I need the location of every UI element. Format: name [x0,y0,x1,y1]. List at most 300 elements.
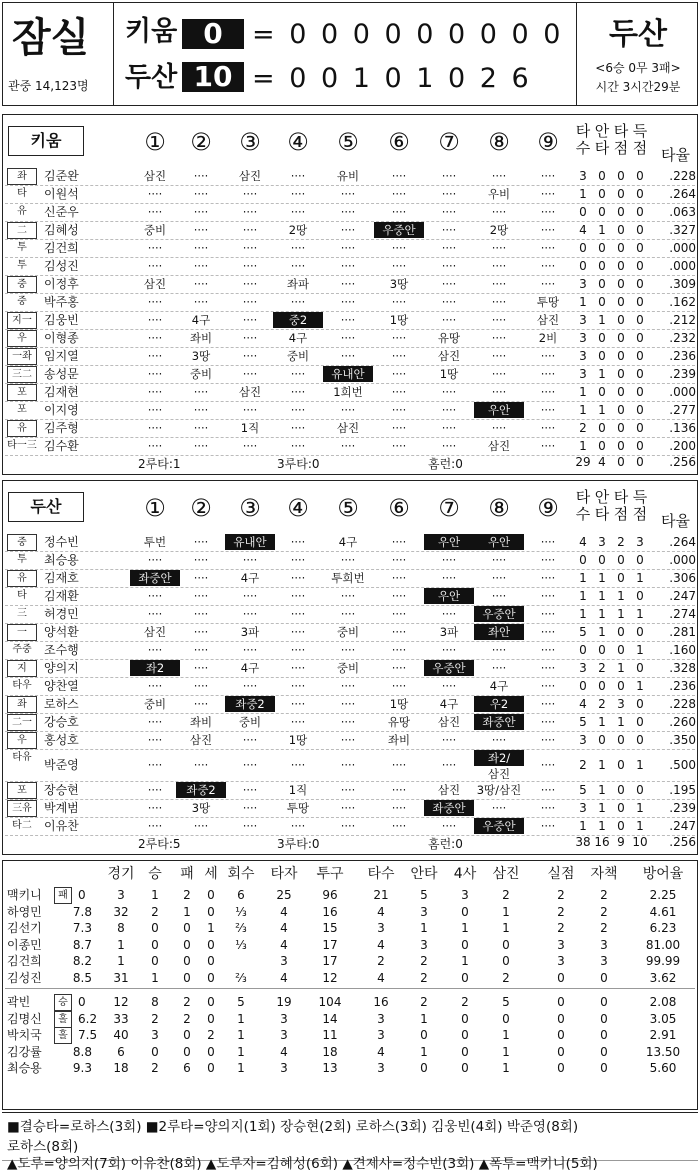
home-at-bat-result: ···· [193,625,209,639]
home-pitcher-stat: 19 [276,995,292,1009]
away-at-bat-result: ···· [340,331,356,345]
home-batter-name: 최승용 [44,553,79,567]
pitching-header-11: 실점 [547,866,575,882]
away-batter-stat: 0 [617,223,625,237]
home-stat-header-top: 득 [632,488,648,506]
home-at-bat-result: ···· [391,571,407,585]
home-pitcher-stat: 0 [183,1028,191,1042]
away-batter-stat: 3 [579,367,587,381]
home-pitcher-stat: 5.60 [649,1061,677,1075]
home-pitcher-name: 박치국 [7,1028,42,1042]
away-inning-4-header: ④ [287,128,309,156]
away-batter-avg: .200 [669,439,696,453]
home-at-bat-result: 4구 [240,571,260,585]
away-at-bat-result: ···· [242,313,258,327]
away-at-bat-result: ···· [340,349,356,363]
home-pitcher-stat: 2 [461,995,469,1009]
home-at-bat-result: ···· [441,819,457,833]
home-inning-4-header: ④ [287,494,309,522]
home-batter-stat: 0 [636,661,644,675]
home-pitcher-stat: 8 [151,995,159,1009]
home-pitcher-stat: 3 [280,1061,288,1075]
home-batter-avg: .260 [669,715,696,729]
away-at-bat-result: ···· [193,241,209,255]
home-batter-name: 장승현 [44,783,79,797]
away-batter-name: 김혜성 [44,223,79,237]
away-at-bat-result: ···· [441,169,457,183]
home-batter-avg: .500 [669,758,696,772]
home-pitcher-decision: 홀 [54,1011,72,1028]
home-batter-stat: 1 [636,819,644,833]
away-pitcher-stat: 0 [557,970,565,985]
home-pitcher-name: 최승용 [7,1061,42,1075]
home-pitcher-stat: 6 [117,1044,125,1059]
home-pitcher-stat: 1 [420,1044,428,1059]
away-stat-header-top: 타 [575,122,591,140]
away-at-bat-result: ···· [193,259,209,273]
away-pitcher-stat: 17 [322,937,338,952]
home-at-bat-result: ···· [193,758,209,772]
home-batter-stat: 1 [636,607,644,621]
home-at-bat-result: ···· [491,801,507,815]
away-inning-7-header: ⑦ [438,128,460,156]
away-at-bat-result: ···· [242,277,258,291]
away-batter-avg: .309 [669,277,696,291]
home-total-stat: 38 [575,835,591,849]
stadium-name: 잠실 [12,15,90,61]
home-at-bat-result: ···· [540,625,556,639]
away-batter-stat: 0 [579,205,587,219]
away-pitcher-stat: 1 [117,937,125,952]
away-batter-name: 송성문 [44,367,79,381]
away-batter-stat: 1 [579,385,587,399]
away-pitcher-stat: 3 [420,937,428,952]
home-batter-name: 박계범 [44,801,79,815]
away-at-bat-result: ···· [441,385,457,399]
home-batter-avg: .160 [669,643,696,657]
away-batter-avg: .327 [669,223,696,237]
away-pitcher-stat: 1 [461,954,469,968]
away-at-bat-result: ···· [441,295,457,309]
home-batter-stat: 1 [636,758,644,772]
away-pitcher-stat: 3 [600,954,608,968]
home-at-bat-result: ···· [290,607,306,621]
home-pitcher-stat: 2 [151,1011,159,1026]
header-divider-right [576,2,577,106]
home-batter-position: 좌 [7,696,37,713]
away-stat-header-bottom: 점 [632,139,648,157]
home-batter-position: 三 [17,608,27,619]
home-pitcher-stat: 1 [420,1011,428,1026]
away-pitcher-stat: 3 [420,904,428,919]
away-at-bat-result: ···· [147,313,163,327]
home-pitcher-name: 곽빈 [7,995,31,1009]
home-stat-header-top: 타 [575,488,591,506]
away-stat-header-top: 득 [632,122,648,140]
home-batter-stat: 1 [617,607,625,621]
away-at-bat-result: 좌파 [286,277,310,291]
home-at-bat-result: 3파 [240,625,260,639]
away-at-bat-result: ···· [147,367,163,381]
home-batter-stat: 1 [598,589,606,603]
away-pitcher-stat: 3.62 [649,970,677,985]
away-at-bat-result: ···· [242,187,258,201]
home-inning-3-header: ③ [239,494,261,522]
away-pitcher-stat: 0 [183,970,191,985]
away-batter-position: 타 [17,188,27,199]
home-batter-stat: 0 [579,553,587,567]
away-at-bat-result: 1땅 [389,313,409,327]
away-at-bat-result: ···· [242,241,258,255]
away-pitcher-stat: 2 [557,904,565,919]
home-batter-stat: 1 [579,607,587,621]
away-batter-avg: .239 [669,367,696,381]
home-pitcher-stat: 0 [420,1028,428,1042]
away-at-bat-result: 중2 [273,312,323,328]
home-pitcher-stat: 0 [461,1044,469,1059]
away-batter-name: 이지영 [44,403,79,417]
home-batter-stat: 1 [579,589,587,603]
home-pitcher-stat: 3 [151,1028,159,1042]
away-at-bat-result: ···· [290,421,306,435]
home-batter-name: 김재환 [44,589,79,603]
away-at-bat-result: 2땅 [288,223,308,237]
away-batter-position: 유 [17,206,27,217]
away-batter-stat: 0 [636,331,644,345]
away-batter-stat: 0 [636,295,644,309]
away-batter-stat: 0 [617,313,625,327]
away-pitcher-order: 8.5 [72,970,92,985]
home-at-bat-result: ···· [340,643,356,657]
away-batter-position: 투 [17,242,27,253]
home-pitcher-stat: 3.05 [649,1011,677,1026]
away-batter-position: 타一三 [7,440,37,451]
away-pitcher-stat: 15 [322,921,338,935]
home-pitcher-decision: 홀 [54,1027,72,1044]
away-at-bat-result: 삼진 [143,169,167,183]
home-batter-stat: 3 [636,535,644,549]
home-batter-stat: 0 [617,571,625,585]
home-total-stat: 16 [594,835,610,849]
home-pitcher-stat: 6 [183,1061,191,1075]
home-at-bat-result: 좌중안 [130,570,180,586]
home-at-bat-result: 우안 [424,588,474,604]
home-at-bat-result: 삼진 [437,715,461,729]
away-at-bat-result: ···· [491,259,507,273]
away-at-bat-result: ···· [491,205,507,219]
home-at-bat-result: ···· [391,643,407,657]
away-batter-stat: 0 [598,439,606,453]
away-batter-stat: 0 [617,277,625,291]
away-pitcher-stat: 4 [280,970,288,985]
home-at-bat-result: ···· [340,679,356,693]
home-pitcher-stat: 0 [502,1011,510,1026]
home-total-stat: 9 [617,835,625,849]
home-pitcher-stat: 0 [600,1061,608,1075]
away-batter-name: 이정후 [44,277,79,291]
away-batter-name: 신준우 [44,205,79,219]
away-at-bat-result: ···· [340,439,356,453]
away-batter-stat: 0 [617,367,625,381]
away-at-bat-result: ···· [340,187,356,201]
away-at-bat-result: ···· [193,295,209,309]
away-batter-stat: 0 [617,205,625,219]
away-at-bat-result: ···· [540,403,556,417]
away-at-bat-result: ···· [340,295,356,309]
home-batter-position: 二一 [7,714,37,731]
away-at-bat-result: ···· [491,331,507,345]
home-pitcher-stat: 0 [557,1061,565,1075]
home-at-bat-result: ···· [340,733,356,747]
away-batter-stat: 0 [636,367,644,381]
home-batter-stat: 0 [598,733,606,747]
away-at-bat-result: ···· [340,403,356,417]
home-pitcher-name: 김강률 [7,1044,42,1059]
pitching-header-9: 4사 [453,866,477,882]
home-batter-stat: 0 [636,733,644,747]
away-at-bat-result: ···· [391,421,407,435]
away-batter-stat: 0 [617,421,625,435]
home-at-bat-result: ···· [391,661,407,675]
away-batter-avg: .228 [669,169,696,183]
home-at-bat-result: ···· [540,758,556,772]
away-at-bat-result: ···· [193,223,209,237]
away-pitcher-stat: 4 [377,937,385,952]
home-at-bat-result: ···· [242,643,258,657]
home-at-bat-result: ···· [242,733,258,747]
away-pitcher-stat: 0 [502,937,510,952]
away-at-bat-result: ···· [242,331,258,345]
home-batter-stat: 2 [617,535,625,549]
away-pitcher-stat: 2 [420,970,428,985]
home-at-bat-result: ···· [491,571,507,585]
home-at-bat-result: 우2 [474,696,524,712]
away-pitcher-stat: ⅓ [235,904,247,919]
header-divider-left [113,2,114,106]
home-at-bat-result: ···· [441,758,457,772]
away-at-bat-result: ···· [193,169,209,183]
home-pitcher-stat: 0 [207,1061,215,1075]
home-pitcher-stat: 0 [207,1011,215,1026]
home-pitcher-stat: 2 [183,995,191,1009]
away-batter-stat: 0 [636,421,644,435]
home-pitcher-order: 6.2 [78,1011,98,1026]
home-batter-stat: 1 [598,758,606,772]
home-batter-stat: 1 [598,625,606,639]
away-batter-stat: 0 [636,187,644,201]
home-at-bat-result: 4구 [489,679,509,693]
home-at-bat-result: ···· [441,733,457,747]
away-batter-stat: 1 [579,439,587,453]
home-at-bat-result: 삼진 [437,783,461,797]
away-at-bat-result: ···· [391,403,407,417]
away-at-bat-result: 유내안 [323,366,373,382]
away-at-bat-result: ···· [491,295,507,309]
home-inning-8-header: ⑧ [488,494,510,522]
home-at-bat-result: ···· [290,643,306,657]
home-at-bat-result: ···· [242,607,258,621]
away-batter-position: 二 [7,222,37,239]
home-batter-stat: 0 [579,643,587,657]
home-batter-position: 타우 [12,680,32,691]
game-time: 시간 3시간29분 [595,80,681,94]
home-pitcher-stat: 3 [280,1011,288,1026]
home-batter-name: 이유찬 [44,819,79,833]
away-pitcher-stat: 4.61 [649,904,677,919]
away-pitcher-stat: 0 [183,954,191,968]
home-total-stat: 10 [632,835,648,849]
away-at-bat-result: 3땅 [191,349,211,363]
home-at-bat-result: ···· [391,758,407,772]
home-team-name: 두산 [125,62,178,93]
away-batter-stat: 0 [598,295,606,309]
away-batter-stat: 0 [598,259,606,273]
home-pitcher-stat: 2.91 [649,1028,677,1042]
away-pitcher-stat: 0 [151,954,159,968]
home-at-bat-result: 좌비 [387,733,411,747]
away-pitcher-stat: 0 [207,937,215,952]
away-batter-avg: .264 [669,187,696,201]
home-at-bat-result: 좌안 [474,624,524,640]
away-at-bat-result: ···· [540,187,556,201]
away-team-name: 키움 [125,16,178,47]
away-batter-stat: 2 [579,421,587,435]
away-batter-stat: 0 [636,313,644,327]
away-at-bat-result: ···· [391,187,407,201]
home-batter-name: 홍성호 [44,733,79,747]
away-batter-stat: 0 [636,205,644,219]
away-pitcher-stat: 17 [322,954,338,968]
away-at-bat-result: ···· [540,277,556,291]
home-at-bat-result: ···· [147,589,163,603]
away-at-bat-result: ···· [340,313,356,327]
away-pitcher-stat: 4 [377,970,385,985]
away-at-bat-result: ···· [290,403,306,417]
home-at-bat-result: ···· [290,758,306,772]
home-at-bat-result: ···· [147,643,163,657]
home-at-bat-result: ···· [491,643,507,657]
home-at-bat-result: ···· [242,783,258,797]
home-at-bat-result: ···· [290,819,306,833]
home-at-bat-result: ···· [441,643,457,657]
away-batter-stat: 1 [598,403,606,417]
away-inning-5-header: ⑤ [337,128,359,156]
away-inning-9-header: ⑨ [537,128,559,156]
home-at-bat-result: 중비 [238,715,262,729]
home-at-bat-result: ···· [340,589,356,603]
home-batter-stat: 4 [579,697,587,711]
away-batter-stat: 3 [579,313,587,327]
away-at-bat-result: ···· [147,439,163,453]
home-pitcher-stat: 0 [600,995,608,1009]
home-stat-header-bottom: 점 [632,505,648,523]
home-pitcher-stat: 2 [183,1011,191,1026]
away-at-bat-result: ···· [147,205,163,219]
home-at-bat-result: 우안 [474,534,524,550]
away-pitcher-stat: 0 [461,970,469,985]
away-inning-line: = 0 0 0 0 0 0 0 0 0 [252,19,564,50]
away-at-bat-result: 4구 [191,313,211,327]
home-batter-stat: 2 [598,697,606,711]
away-pitcher-stat: 4 [280,904,288,919]
away-pitcher-name: 하영민 [7,904,42,919]
home-at-bat-result: ···· [242,801,258,815]
away-batter-stat: 0 [598,349,606,363]
home-pitcher-stat: 3 [280,1028,288,1042]
home-at-bat-result: ···· [340,553,356,567]
away-at-bat-result: ···· [540,169,556,183]
home-at-bat-result: 좌중2 [225,696,275,712]
home-pitcher-decision: 승 [54,994,72,1011]
home-batter-stat: 0 [598,679,606,693]
away-batter-stat: 0 [636,385,644,399]
away-pitcher-stat: 3 [377,921,385,935]
home-batter-avg: .306 [669,571,696,585]
away-batter-stat: 0 [617,349,625,363]
away-at-bat-result: ···· [441,313,457,327]
home-batter-stat: 0 [636,697,644,711]
pitching-header-3: 세 [204,866,218,882]
home-batter-avg: .350 [669,733,696,747]
pitching-divider [5,988,695,989]
away-pitcher-stat: 0 [502,954,510,968]
home-batter-stat: 5 [579,625,587,639]
away-at-bat-result: ···· [147,241,163,255]
away-batter-stat: 0 [636,259,644,273]
home-pitcher-stat: 0 [461,1028,469,1042]
away-batter-stat: 0 [617,331,625,345]
away-pitcher-stat: 99.99 [645,954,681,968]
home-at-bat-result: 중비 [336,661,360,675]
away-pitcher-stat: 0 [207,904,215,919]
home-at-bat-result: ···· [193,607,209,621]
home-batter-name: 양찬열 [44,679,79,693]
away-stat-header-bottom: 수 [575,139,591,157]
away-at-bat-result: ···· [391,205,407,219]
home-pitcher-stat: 0 [600,1028,608,1042]
away-batter-stat: 0 [636,349,644,363]
away-total-stat: 29 [575,455,591,469]
away-batter-stat: 0 [579,259,587,273]
home-stat-header-bottom: 수 [575,505,591,523]
away-at-bat-result: ···· [242,295,258,309]
home-batter-stat: 4 [579,535,587,549]
away-at-bat-result: ···· [242,205,258,219]
home-batter-stat: 1 [598,819,606,833]
away-at-bat-result: ···· [147,295,163,309]
away-at-bat-result: ···· [147,187,163,201]
pitching-header-2: 패 [180,866,194,882]
home-batter-stat: 1 [598,783,606,797]
home-at-bat-result: ···· [391,679,407,693]
away-batter-stat: 0 [617,385,625,399]
home-at-bat-result: ···· [147,819,163,833]
away-pitcher-name: 김성진 [7,970,42,985]
home-batter-stat: 0 [617,553,625,567]
home-pitcher-stat: 3 [377,1061,385,1075]
away-at-bat-result: ···· [193,277,209,291]
home-at-bat-result: 우안 [424,534,474,550]
home-at-bat-result: 투희번 [331,571,365,585]
away-at-bat-result: ···· [290,295,306,309]
home-at-bat-result: ···· [193,679,209,693]
away-at-bat-result: ···· [290,367,306,381]
away-batter-name: 박주홍 [44,295,79,309]
away-pitcher-stat: 3 [117,888,125,902]
away-pitcher-name: 이종민 [7,937,42,952]
home-triples-summary: 3루타:0 [277,837,320,851]
home-at-bat-result: ···· [147,801,163,815]
